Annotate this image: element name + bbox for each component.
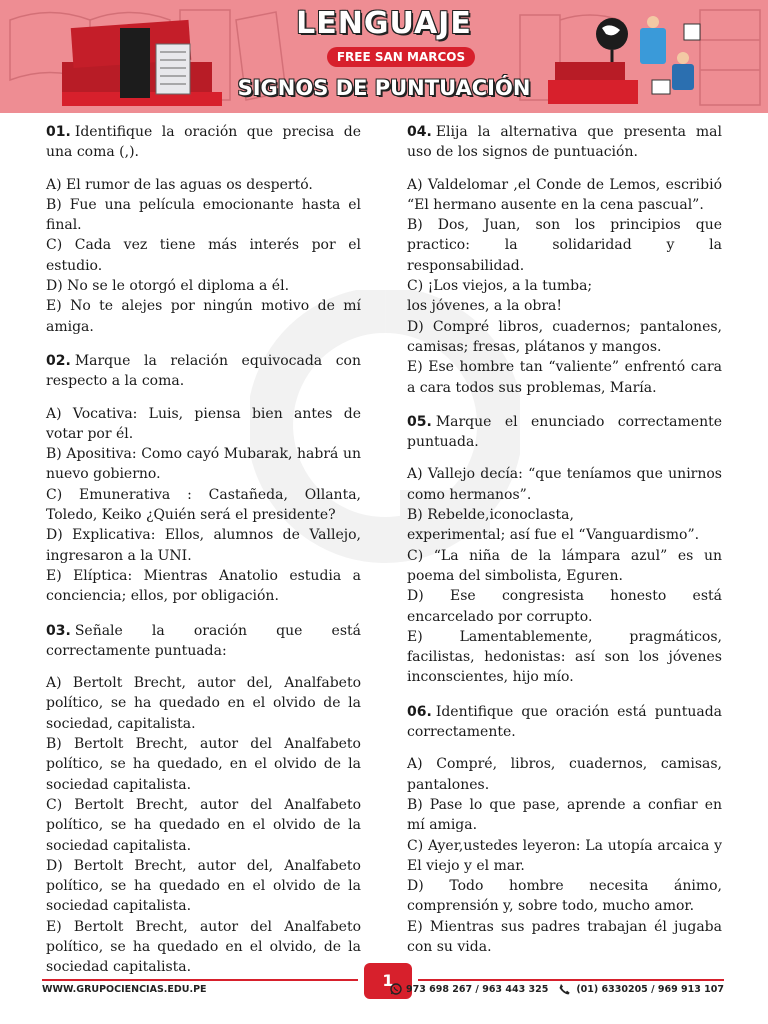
question-03 (46, 621, 361, 978)
option-b: B) Rebelde,iconoclasta, experimental; así fue el “Vanguardismo”. (407, 507, 700, 544)
question-number: 01. (46, 124, 71, 140)
option-b: B) Bertolt Brecht, autor del Analfabeto político, se ha quedado, en el olvido de la sociedad capitalista. (46, 736, 361, 793)
option-e: E) Bertolt Brecht, autor del Analfabeto político, se ha quedado en el olvido, de la sociedad capitalista. (46, 918, 361, 976)
question-number: 02. (46, 352, 71, 369)
option-e: E) Lamentablemente, pragmáticos, facilistas, hedonistas: así son los jóvenes inconscientes, hijo mío. (407, 628, 722, 686)
phone-icon (558, 983, 572, 995)
option-a: A) Vocativa: Luis, piensa bien antes de votar por él. (46, 405, 361, 442)
option-c: C) “La niña de la lámpara azul” es un poema del simbolista, Eguren. (407, 547, 722, 584)
option-b: B) Fue una película emocionante hasta el final. (46, 196, 361, 234)
question-06 (407, 702, 722, 958)
option-d: D) Todo hombre necesita ánimo, comprensión y, sobre todo, mucho amor. (407, 878, 722, 915)
question-01 (46, 122, 361, 337)
page-number: 1 (364, 963, 412, 999)
right-column (407, 122, 722, 968)
subject-title: LENGUAJE (296, 6, 472, 41)
question-04 (407, 122, 722, 398)
option-e: E) No te alejes por ningún motivo de mí amiga. (46, 298, 361, 335)
option-c: C) Cada vez tiene más interés por el estudio. (46, 237, 361, 274)
option-d: D) Compré libros, cuadernos; pantalones, camisas; fresas, plátanos y mangos. (407, 318, 722, 355)
footer-contacts (390, 983, 724, 995)
whatsapp-icon (390, 983, 402, 995)
option-d: D) Bertolt Brecht, autor del, Analfabeto político, se ha quedado en el olvido de la sociedad capitalista. (46, 857, 361, 915)
question-02 (46, 351, 361, 607)
option-a: A) Vallejo decía: “que teníamos que unirnos como hermanos”. (407, 466, 722, 503)
question-number: 04. (407, 124, 432, 140)
option-c: C) ¡Los viejos, a la tumba; los jóvenes, a la obra! (407, 278, 593, 315)
option-d: D) Ese congresista honesto está encarcelado por corrupto. (407, 588, 722, 625)
option-b: B) Dos, Juan, son los principios que practico: la solidaridad y la responsabilidad. (407, 217, 722, 274)
question-text: Identifique que oración está puntuada correctamente. (407, 703, 722, 741)
whatsapp-numbers: 973 698 267 / 963 443 325 (406, 983, 549, 995)
question-text: Señale la oración que está correctamente puntuada: (46, 622, 361, 659)
left-column (46, 122, 361, 989)
question-text: Marque la relación equivocada con respecto a la coma. (46, 352, 361, 390)
option-e: E) Elíptica: Mientras Anatolio estudia a conciencia; ellos, por obligación. (46, 567, 361, 605)
question-text: Identifique la oración que precisa de una coma (,). (46, 124, 361, 161)
option-c: C) Ayer,ustedes leyeron: La utopía arcaica y El viejo y el mar. (407, 837, 722, 874)
option-b: B) Apositiva: Como cayó Mubarak, habrá un nuevo gobierno. (46, 446, 361, 483)
option-c: C) Emunerativa : Castañeda, Ollanta, Toledo, Keiko ¿Quién será el presidente? (46, 486, 361, 524)
phone-numbers: (01) 6330205 / 969 913 107 (576, 983, 724, 995)
question-number: 06. (407, 703, 432, 720)
option-a: A) El rumor de las aguas os despertó. (46, 176, 313, 193)
footer-divider-right (418, 979, 724, 981)
option-a: A) Bertolt Brecht, autor del, Analfabeto político, se ha quedado en el olvido de la sociedad, capitalista. (46, 675, 361, 732)
question-text: Marque el enunciado correctamente puntuada. (407, 413, 722, 451)
option-b: B) Pase lo que pase, aprende a confiar en mí amiga. (407, 796, 722, 834)
option-d: D) Explicativa: Ellos, alumnos de Vallejo, ingresaron a la UNI. (46, 527, 361, 564)
option-d: D) No se le otorgó el diploma a él. (46, 278, 290, 295)
question-05 (407, 412, 722, 688)
footer-divider-left (42, 979, 358, 981)
topic-subtitle: SIGNOS DE PUNTUACIÓN (237, 76, 531, 100)
option-e: E) Ese hombre tan “valiente” enfrentó cara a cara todos sus problemas, María. (407, 359, 722, 396)
question-number: 03. (46, 622, 71, 639)
course-badge: FREE SAN MARCOS (327, 47, 475, 67)
option-a: A) Compré, libros, cuadernos, camisas, pantalones. (407, 756, 722, 793)
option-e: E) Mientras sus padres trabajan él jugaba con su vida. (407, 918, 722, 955)
website-link[interactable]: WWW.GRUPOCIENCIAS.EDU.PE (42, 984, 207, 995)
header-banner (0, 0, 768, 113)
question-text: Elija la alternativa que presenta mal uso de los signos de puntuación. (407, 124, 722, 161)
option-a: A) Valdelomar ,el Conde de Lemos, escribió “El hermano ausente en la cena pascual”. (407, 176, 722, 213)
question-number: 05. (407, 413, 432, 430)
option-c: C) Bertolt Brecht, autor del Analfabeto político, se ha quedado en el olvido de la sociedad capitalista. (46, 796, 361, 854)
